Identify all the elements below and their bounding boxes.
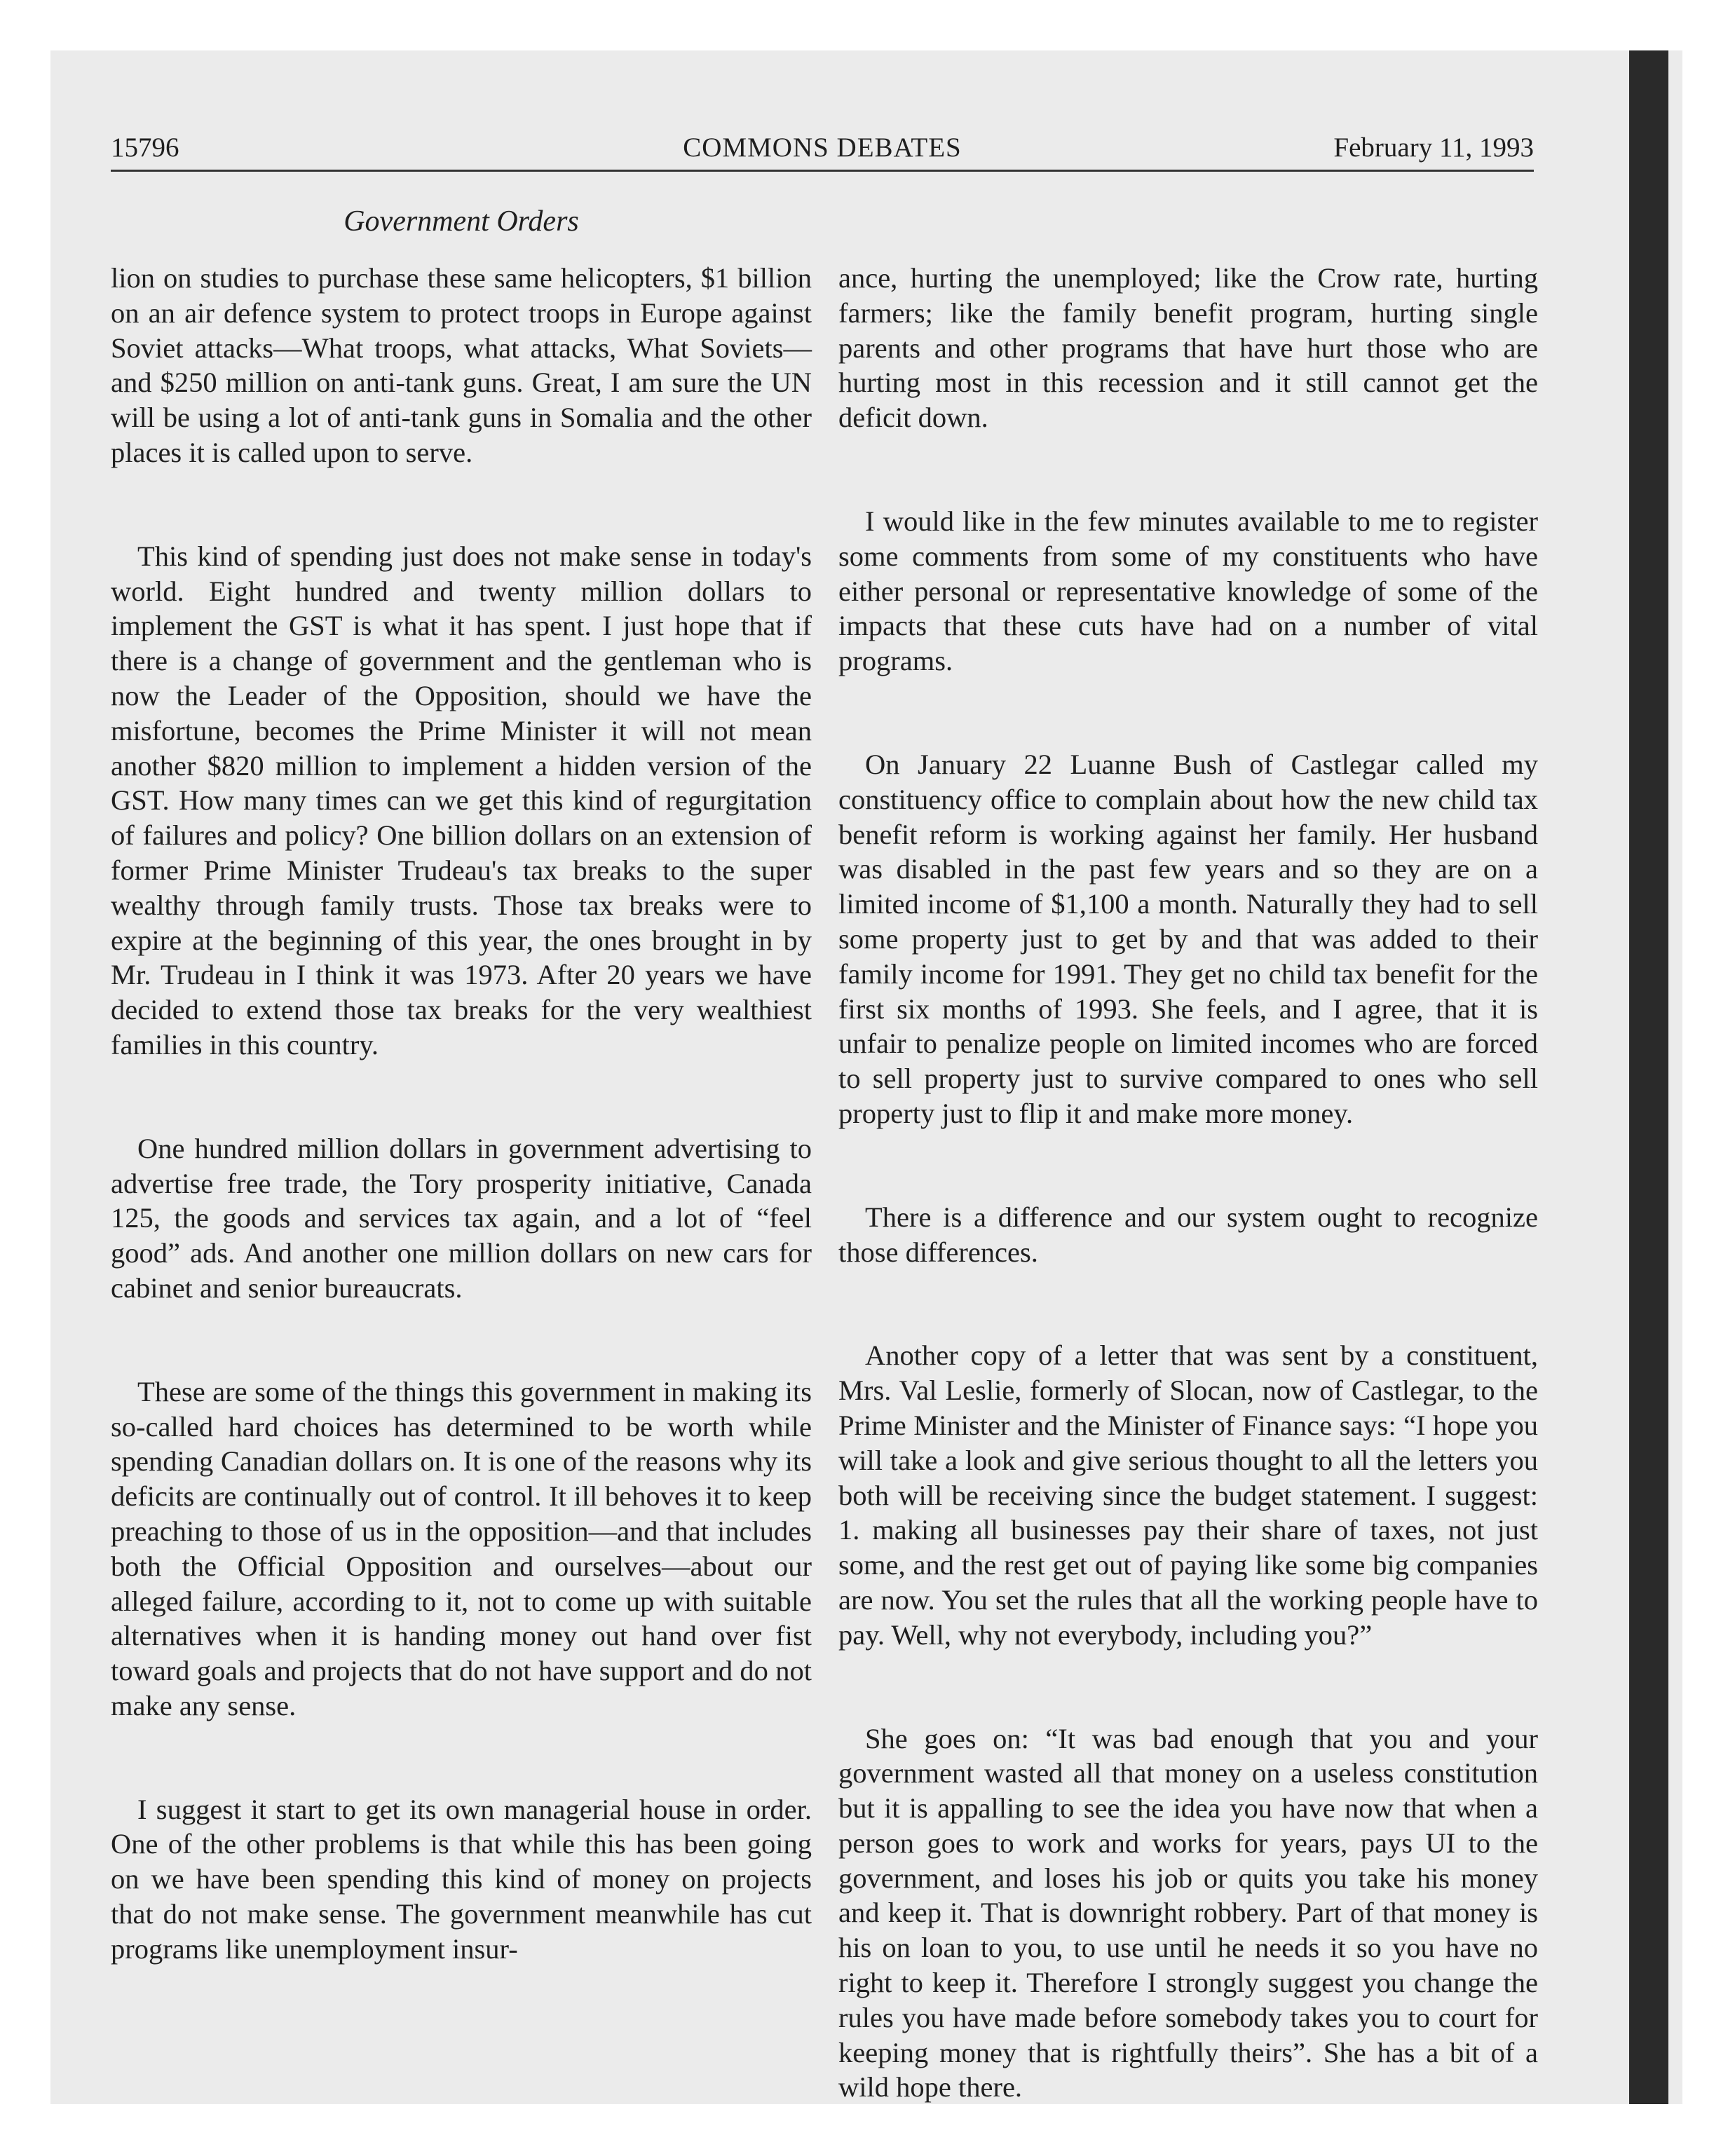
paragraph: I would like in the few minutes available to me to register some comments from some of my constituents who have either personal or representative knowledge of some of the impacts that these cuts have had on a number of vital programs. bbox=[838, 505, 1538, 677]
section-title: Government Orders bbox=[343, 205, 579, 238]
left-column bbox=[111, 261, 812, 1967]
paragraph: This kind of spending just does not make sense in today's world. Eight hundred and twenty million dollars to implement the GST is what it has spent. I just hope that if there is a change of government and the gentleman who is now the Leader of the Opposition, should we have the misfortune, becomes the Prime Minister it will not mean another $820 million to implement a hidden version of the GST. How many times can we get this kind of regurgitation of failures and policy? One billion dollars on an extension of former Prime Minister Trudeau's tax breaks to the super wealthy through family trusts. Those tax breaks were to expire at the beginning of this year, the ones brought in by Mr. Trudeau in I think it was 1973. After 20 years we have decided to extend those tax breaks for the very wealthiest families in this country. bbox=[111, 540, 812, 1060]
paragraph: ance, hurting the unemployed; like the Crow rate, hurting farmers; like the family benefit program, hurting single parents and other programs that have hurt those who are hurting most in this recession and it still cannot get the deficit down. bbox=[838, 262, 1538, 434]
header-date: February 11, 1993 bbox=[1333, 132, 1534, 163]
paragraph: On January 22 Luanne Bush of Castlegar called my constituency office to complain about how the new child tax benefit reform is working against her family. Her husband was disabled in the past few years and so they are on a limited income of $1,100 a month. Naturally they had to sell some property just to get by and that was added to their family income for 1991. They get no child tax benefit for the first six months of 1993. She feels, and I agree, that it is unfair to penalize people on limited incomes who are forced to sell property just to survive compared to ones who sell property just to flip it and make more money. bbox=[838, 748, 1538, 1129]
paragraph: These are some of the things this government in making its so-called hard choices has determined to be worth while spending Canadian dollars on. It is one of the reasons why its deficits are continually out of control. It ill behoves it to keep preaching to those of us in the opposition—and that includes both the Official Opposition and ourselves—about our alleged failure, according to it, not to come up with suitable alternatives when it is handing money out hand over fist toward goals and projects that do not have support and do not make any sense. bbox=[111, 1375, 812, 1721]
scan-edge-shadow bbox=[1629, 50, 1668, 2104]
paragraph: There is a difference and our system ought to recognize those differences. bbox=[838, 1201, 1538, 1268]
page-number: 15796 bbox=[111, 132, 179, 163]
paragraph: Another copy of a letter that was sent by a constituent, Mrs. Val Leslie, formerly of Slocan, now of Castlegar, to the Prime Minister and the Minister of Finance says: “I hope you will take a look and give serious thought to all the letters you both will be receiving since the budget statement. I suggest: 1. making all businesses pay their share of taxes, not just some, and the rest get out of paying like some big companies are now. You set the rules that all the working people have to pay. Well, why not everybody, including you?” bbox=[838, 1339, 1538, 1651]
paragraph: I suggest it start to get its own managerial house in order. One of the other problems is that while this has been going on we have been spending this kind of money on projects that do not make sense. The government meanwhile has cut programs like unemployment insur- bbox=[111, 1793, 812, 1965]
paragraph: She goes on: “It was bad enough that you and your government wasted all that money on a useless constitution but it is appalling to see the idea you have now that when a person goes to work and works for years, pays UI to the government, and loses his job or quits you take his money and keep it. That is downright robbery. Part of that money is his on loan to you, to use until he needs it so you have no right to keep it. Therefore I strongly suggest you change the rules you have made before somebody takes you to court for keeping money that is rightfully theirs”. She has a bit of a wild hope there. bbox=[838, 1722, 1538, 2103]
page-header bbox=[111, 130, 1534, 172]
running-title: COMMONS DEBATES bbox=[683, 132, 962, 163]
right-column bbox=[838, 261, 1538, 2105]
paragraph: One hundred million dollars in government advertising to advertise free trade, the Tory prosperity initiative, Canada 125, the goods and services tax again, and a lot of “feel good” ads. And another one million dollars on new cars for cabinet and senior bureaucrats. bbox=[111, 1132, 812, 1304]
paragraph: lion on studies to purchase these same helicopters, $1 billion on an air defence system to protect troops in Europe against Soviet attacks—What troops, what attacks, What Soviets—and $250 million on anti-tank guns. Great, I am sure the UN will be using a lot of anti-tank guns in Somalia and the other places it is called upon to serve. bbox=[111, 262, 812, 468]
